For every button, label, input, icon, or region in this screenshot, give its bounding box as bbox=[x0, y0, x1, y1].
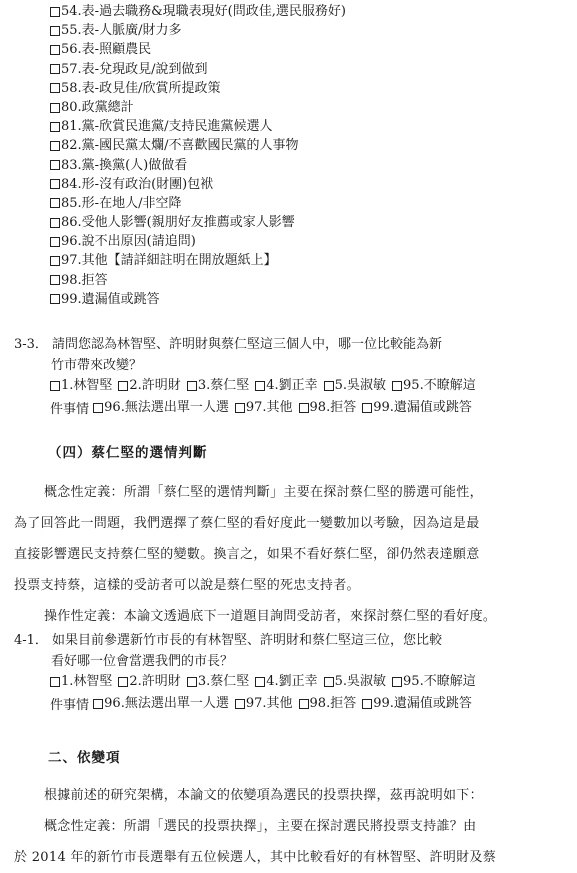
checkbox-icon[interactable] bbox=[50, 83, 60, 93]
option-item[interactable]: 84.形-沒有政治(財團)包袱 bbox=[50, 175, 346, 194]
checkbox-icon[interactable] bbox=[50, 179, 60, 189]
checkbox-icon[interactable] bbox=[118, 677, 128, 687]
answer-option[interactable]: 97.其他 bbox=[235, 694, 293, 714]
question-text: 如果目前參選新竹市長的有林智堅、許明財和蔡仁堅這三位，您比較 bbox=[52, 633, 443, 648]
checkbox-icon[interactable] bbox=[187, 381, 197, 391]
section-heading: （四）蔡仁堅的選情判斷 bbox=[48, 445, 208, 461]
answer-option[interactable]: 97.其他 bbox=[235, 398, 293, 418]
answer-option[interactable]: 95.不瞭解這 bbox=[392, 672, 476, 692]
checkbox-icon[interactable] bbox=[255, 381, 265, 391]
answer-option[interactable]: 2.許明財 bbox=[118, 672, 180, 692]
answer-option[interactable]: 5.吳淑敏 bbox=[324, 376, 386, 396]
checkbox-icon[interactable] bbox=[50, 160, 60, 170]
answer-option[interactable]: 98.拒答 bbox=[299, 398, 357, 418]
option-item[interactable]: 98.拒答 bbox=[50, 271, 346, 290]
option-item[interactable]: 54.表-過去職務&現職表現好(問政佳,選民服務好) bbox=[50, 2, 346, 21]
answer-option[interactable]: 4.劉正幸 bbox=[255, 672, 317, 692]
checkbox-icon[interactable] bbox=[50, 218, 60, 228]
answer-option[interactable]: 98.拒答 bbox=[299, 694, 357, 714]
checkbox-icon[interactable] bbox=[362, 699, 372, 709]
checkbox-icon[interactable] bbox=[299, 699, 309, 709]
checkbox-icon[interactable] bbox=[50, 294, 60, 304]
answer-option[interactable]: 2.許明財 bbox=[118, 376, 180, 396]
question-3-3-answers bbox=[50, 376, 570, 420]
checkbox-icon[interactable] bbox=[324, 677, 334, 687]
answer-option[interactable]: 96.無法選出單一人選 bbox=[93, 694, 229, 714]
section-heading: 二、依變項 bbox=[48, 750, 121, 766]
answer-option[interactable]: 4.劉正幸 bbox=[255, 376, 317, 396]
answer-continued-text: 件事情 bbox=[50, 698, 90, 713]
checkbox-icon[interactable] bbox=[235, 699, 245, 709]
checkbox-icon[interactable] bbox=[93, 699, 103, 709]
option-item[interactable]: 85.形-在地人/非空降 bbox=[50, 194, 346, 213]
option-item[interactable]: 58.表-政見佳/欣賞所提政策 bbox=[50, 79, 346, 98]
option-item[interactable]: 97.其他【請詳細註明在開放題紙上】 bbox=[50, 251, 346, 270]
option-item[interactable]: 55.表-人脈廣/財力多 bbox=[50, 21, 346, 40]
checkbox-icon[interactable] bbox=[50, 256, 60, 266]
checkbox-icon[interactable] bbox=[50, 122, 60, 132]
checkbox-icon[interactable] bbox=[50, 381, 60, 391]
question-number: 3-3． bbox=[14, 337, 48, 352]
question-text-continued: 竹市帶來改變？ bbox=[51, 358, 143, 373]
option-item[interactable]: 81.黨-欣賞民進黨/支持民進黨候選人 bbox=[50, 117, 346, 136]
checkbox-icon[interactable] bbox=[50, 198, 60, 208]
question-4-1 bbox=[14, 630, 442, 672]
option-item[interactable]: 99.遺漏值或跳答 bbox=[50, 290, 346, 309]
answer-option[interactable]: 1.林智堅 bbox=[50, 672, 112, 692]
checkbox-icon[interactable] bbox=[50, 275, 60, 285]
checkbox-icon[interactable] bbox=[392, 381, 402, 391]
answer-option[interactable]: 99.遺漏值或跳答 bbox=[362, 398, 472, 418]
option-item[interactable]: 83.黨-換黨(人)做做看 bbox=[50, 156, 346, 175]
dependent-variable-paragraph: 根據前述的研究架構，本論文的依變項為選民的投票抉擇，茲再說明如下： 概念性定義：所謂「選民的投票抉擇」，主要在探討選民將投票支持誰？由 於 2014 年的新竹市長選舉有五位候選人，其中比較看好的有林智堅、許明財及蔡 bbox=[14, 788, 497, 865]
answer-option[interactable]: 1.林智堅 bbox=[50, 376, 112, 396]
checkbox-icon[interactable] bbox=[50, 677, 60, 687]
checkbox-icon[interactable] bbox=[299, 403, 309, 413]
option-item[interactable]: 56.表-照顧農民 bbox=[50, 40, 346, 59]
question-3-3 bbox=[14, 334, 442, 376]
checkbox-icon[interactable] bbox=[50, 237, 60, 247]
answer-options-list bbox=[50, 2, 346, 309]
checkbox-icon[interactable] bbox=[362, 403, 372, 413]
checkbox-icon[interactable] bbox=[324, 381, 334, 391]
answer-option[interactable]: 95.不瞭解這 bbox=[392, 376, 476, 396]
checkbox-icon[interactable] bbox=[255, 677, 265, 687]
checkbox-icon[interactable] bbox=[50, 26, 60, 36]
question-number: 4-1． bbox=[14, 633, 48, 648]
answer-option[interactable]: 99.遺漏值或跳答 bbox=[362, 694, 472, 714]
question-text: 請問您認為林智堅、許明財與蔡仁堅這三個人中，哪一位比較能為新 bbox=[52, 337, 443, 352]
option-item[interactable]: 80.政黨總計 bbox=[50, 98, 346, 117]
answer-option[interactable]: 3.蔡仁堅 bbox=[187, 672, 249, 692]
question-text-continued: 看好哪一位會當選我們的市長？ bbox=[51, 654, 234, 669]
option-item[interactable]: 86.受他人影響(親朋好友推薦或家人影響 bbox=[50, 213, 346, 232]
question-4-1-answers bbox=[50, 672, 570, 716]
answer-continued-text: 件事情 bbox=[50, 402, 90, 417]
option-item[interactable]: 82.黨-國民黨太爛/不喜歡國民黨的人事物 bbox=[50, 136, 346, 155]
checkbox-icon[interactable] bbox=[50, 141, 60, 151]
checkbox-icon[interactable] bbox=[118, 381, 128, 391]
answer-option[interactable]: 96.無法選出單一人選 bbox=[93, 398, 229, 418]
checkbox-icon[interactable] bbox=[392, 677, 402, 687]
checkbox-icon[interactable] bbox=[50, 103, 60, 113]
checkbox-icon[interactable] bbox=[50, 64, 60, 74]
checkbox-icon[interactable] bbox=[187, 677, 197, 687]
checkbox-icon[interactable] bbox=[235, 403, 245, 413]
checkbox-icon[interactable] bbox=[93, 403, 103, 413]
checkbox-icon[interactable] bbox=[50, 7, 60, 17]
concept-definition-paragraph: 概念性定義：所謂「蔡仁堅的選情判斷」主要在探討蔡仁堅的勝選可能性， 為了回答此一問題，我們選擇了蔡仁堅的看好度此一變數加以考驗，因為這是最 直接影響選民支持蔡仁堅的變數。換言之，如果不看好蔡仁堅，卻仍然表達願意 投票支持蔡，這樣的受訪者可以說是蔡仁堅的死忠支持者。 操作性定義：本論文透過底下一道題目詢問受訪者，來探討蔡仁堅的看好度。 bbox=[14, 485, 497, 624]
option-item[interactable]: 57.表-兌現政見/說到做到 bbox=[50, 60, 346, 79]
checkbox-icon[interactable] bbox=[50, 45, 60, 55]
option-item[interactable]: 96.說不出原因(請追問) bbox=[50, 232, 346, 251]
answer-option[interactable]: 3.蔡仁堅 bbox=[187, 376, 249, 396]
answer-option[interactable]: 5.吳淑敏 bbox=[324, 672, 386, 692]
